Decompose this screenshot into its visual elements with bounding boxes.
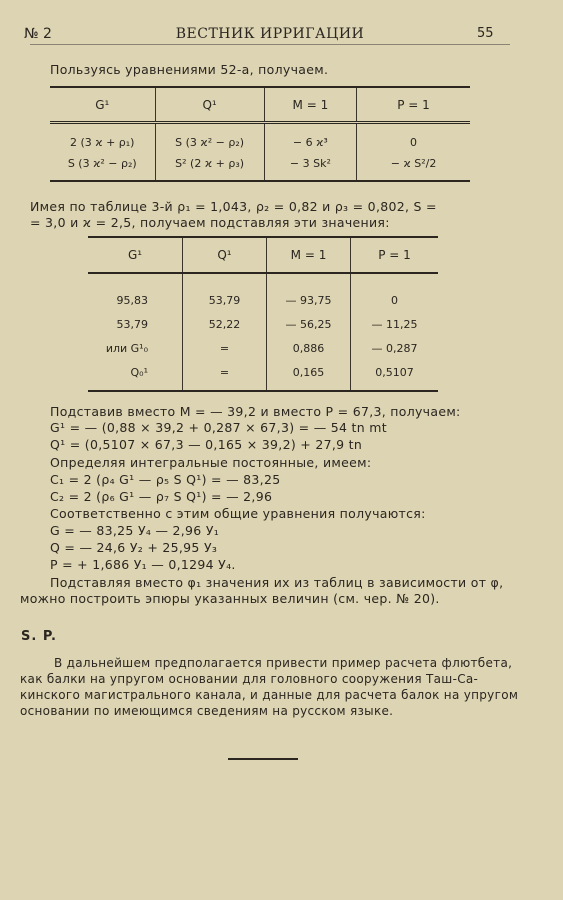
table-cell: или G¹₀: [88, 336, 183, 360]
page-header: [0, 24, 563, 46]
table-cell: 0,886: [267, 336, 351, 360]
table-cell: =: [183, 360, 267, 391]
table-cell: 53,79: [183, 273, 267, 312]
para1-line: = 3,0 и ϰ = 2,5, получаем подставляя эти значения:: [30, 215, 390, 230]
column-header: P = 1: [351, 237, 439, 273]
equation-line: C₂ = 2 (ρ₆ G¹ — ρ₇ S Q¹) = — 2,96: [50, 489, 273, 504]
table-row: [88, 312, 438, 336]
closing-line: основании по имеющимся сведениям на русском языке.: [20, 704, 394, 718]
table-cell: Q₀¹: [88, 360, 183, 391]
table-cell: — 11,25: [371, 317, 418, 331]
column-header: G¹: [50, 87, 155, 123]
para1-line: Имея по таблице 3-й ρ₁ = 1,043, ρ₂ = 0,82 и ρ₃ = 0,802, S =: [30, 199, 437, 214]
equation-line: можно построить эпюры указанных величин (см. чер. № 20).: [20, 591, 440, 606]
table-row: [88, 273, 438, 312]
table-cell: 53,79: [88, 312, 183, 336]
table-cell: − 6 ϰ³: [264, 123, 356, 154]
equation-line: Определяя интегральные постоянные, имеем:: [50, 455, 372, 470]
equation-line: Подставляя вместо φ₁ значения их из таблиц в зависимости от φ,: [50, 575, 504, 590]
column-header: G¹: [88, 237, 183, 273]
table-header-row: [50, 87, 470, 123]
table-cell: 0: [391, 293, 398, 307]
table-cell: S² (2 ϰ + ρ₃): [155, 153, 264, 181]
coefficients-table-symbolic: [50, 86, 470, 182]
equation-line: Q¹ = (0,5107 × 67,3 — 0,165 × 39,2) + 27,9 tn: [50, 437, 363, 452]
intro-text: Пользуясь уравнениями 52-а, получаем.: [50, 62, 329, 77]
table-row: [88, 360, 438, 391]
table-cell: — 93,75: [267, 273, 351, 312]
end-rule: [228, 758, 298, 760]
table-cell: S (3 ϰ² − ρ₂): [155, 123, 264, 154]
table-cell: 0,165: [267, 360, 351, 391]
issue-number: № 2: [24, 26, 52, 42]
equation-line: C₁ = 2 (ρ₄ G¹ — ρ₅ S Q¹) = — 83,25: [50, 472, 281, 487]
page-number: 55: [477, 26, 494, 41]
table-cell: − ϰ S²/2: [390, 157, 437, 170]
journal-title: ВЕСТНИК ИРРИГАЦИИ: [175, 26, 365, 42]
table-row: [50, 153, 470, 181]
equation-line: Соответственно с этим общие уравнения получаются:: [50, 506, 426, 521]
table-cell: 2 (3 ϰ + ρ₁): [50, 123, 155, 154]
header-rule: [30, 44, 510, 45]
equation-line: Подставив вместо M = — 39,2 и вместо P = 67,3, получаем:: [50, 404, 461, 419]
equation-line: Q = — 24,6 У₂ + 25,95 У₃: [50, 540, 218, 555]
column-header: M = 1: [264, 87, 356, 123]
equation-line: P = + 1,686 У₁ — 0,1294 У₄.: [50, 557, 236, 572]
equation-line: G = — 83,25 У₄ — 2,96 У₁: [50, 523, 220, 538]
column-header: P = 1: [357, 87, 470, 123]
table-header-row: [88, 237, 438, 273]
table-row: [50, 123, 470, 154]
table-cell: — 56,25: [267, 312, 351, 336]
table-row: [88, 336, 438, 360]
table-cell: =: [183, 336, 267, 360]
section-heading: S. P.: [21, 629, 57, 644]
table-cell: S (3 ϰ² − ρ₂): [50, 153, 155, 181]
table-cell: — 0,287: [371, 341, 418, 355]
closing-line: кинского магистрального канала, и данные для расчета балок на упругом: [20, 688, 519, 702]
table-cell: − 3 Sk²: [264, 153, 356, 181]
coefficients-table-numeric: [88, 236, 438, 392]
table-cell: 0,5107: [375, 365, 414, 379]
table-cell: 0: [410, 136, 418, 149]
column-header: Q¹: [183, 237, 267, 273]
closing-line: В дальнейшем предполагается привести пример расчета флютбета,: [54, 656, 513, 670]
closing-line: как балки на упругом основании для головного сооружения Таш-Са-: [20, 672, 479, 686]
table-cell: 95,83: [88, 273, 183, 312]
column-header: Q¹: [155, 87, 264, 123]
equation-line: G¹ = — (0,88 × 39,2 + 0,287 × 67,3) = — 54 tn mt: [50, 420, 387, 435]
table-cell: 52,22: [183, 312, 267, 336]
column-header: M = 1: [267, 237, 351, 273]
